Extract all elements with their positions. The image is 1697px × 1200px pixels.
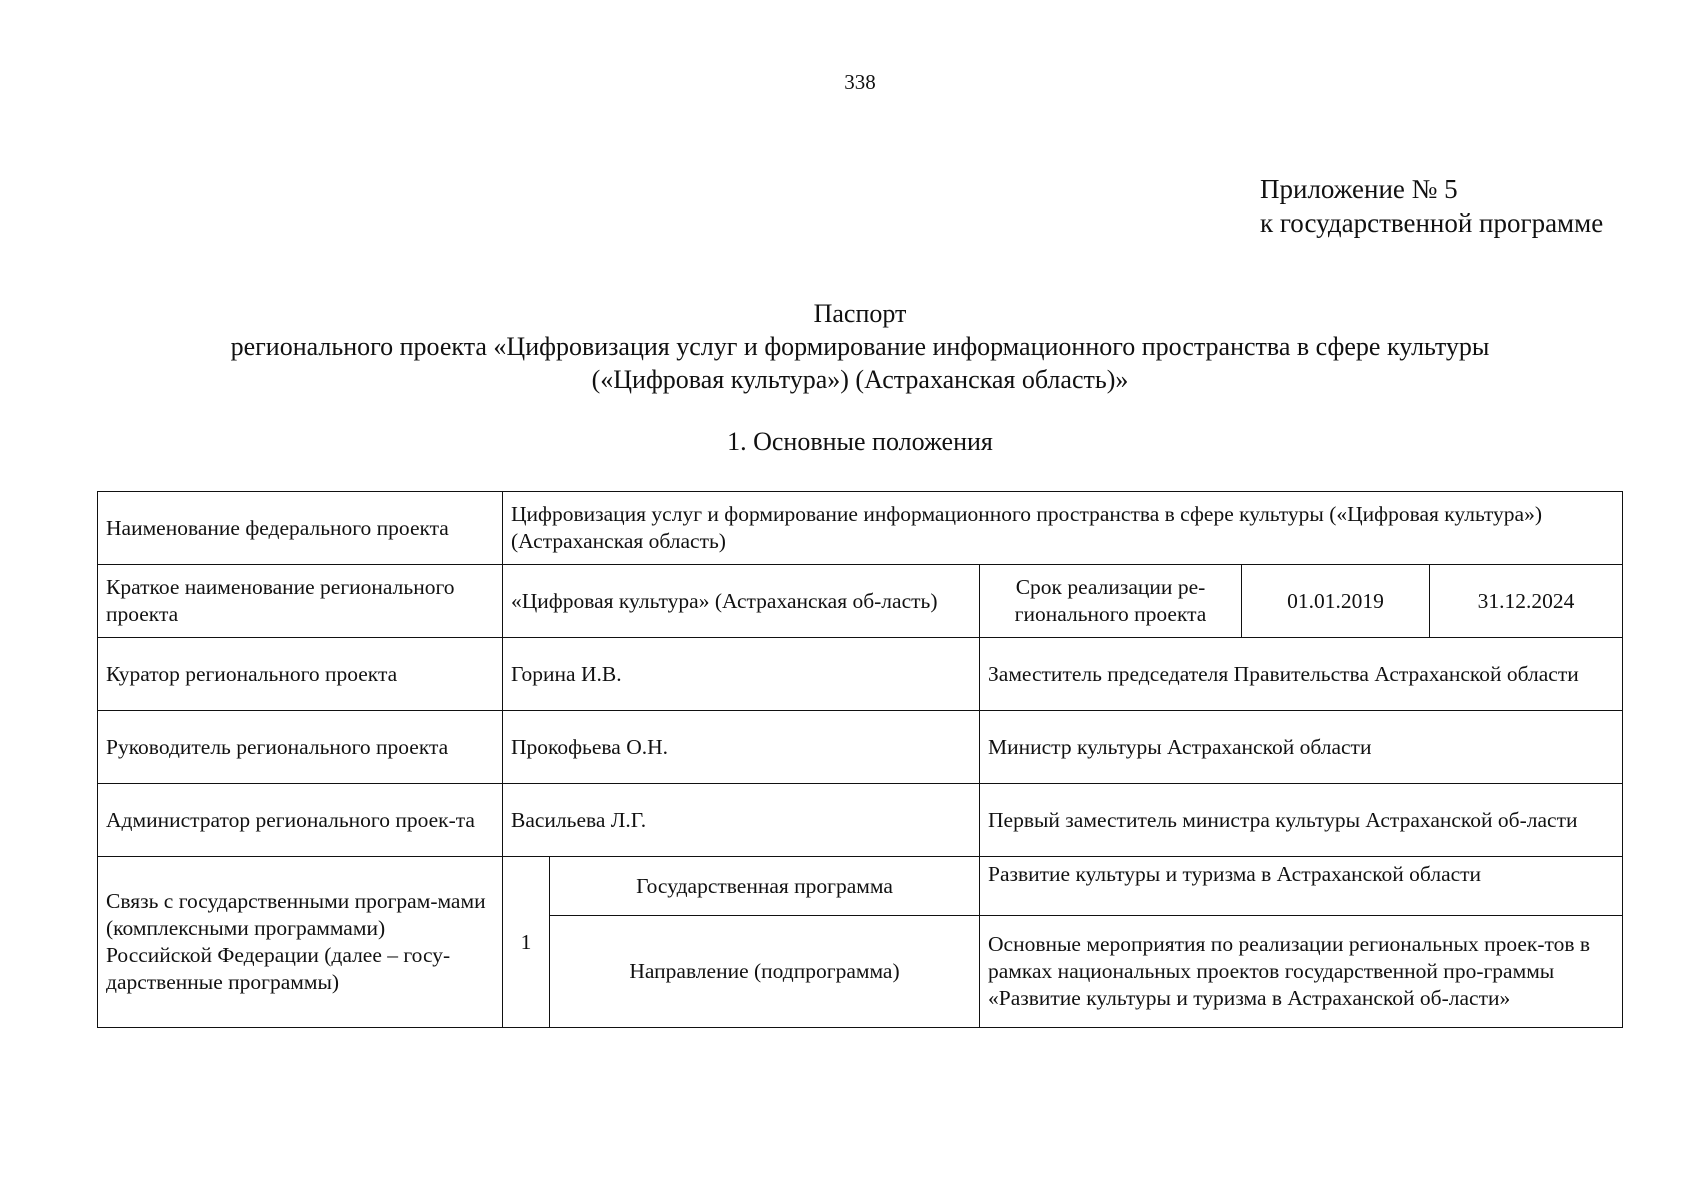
title-line-3: («Цифровая культура») (Астраханская область)» [591,365,1129,394]
curator-label: Куратор регионального проекта [98,638,503,711]
head-position: Министр культуры Астраханской области [980,711,1623,784]
head-label: Руководитель регионального проекта [98,711,503,784]
administrator-name: Васильева Л.Г. [503,784,980,857]
document-title [90,297,1630,396]
end-date: 31.12.2024 [1430,565,1623,638]
start-date: 01.01.2019 [1242,565,1430,638]
administrator-label: Администратор регионального проек-та [98,784,503,857]
period-label: Срок реализации ре-гионального проекта [980,565,1242,638]
short-name-label: Краткое наименование регионального проекта [98,565,503,638]
appendix-line-2: к государственной программе [1260,208,1604,238]
direction-value: Основные мероприятия по реализации региональных проек-тов в рамках национальных проектов государственной про-граммы «Развитие культуры и туризма в Астраханской об-ласти» [980,916,1623,1028]
page-number: 338 [844,70,876,94]
curator-name: Горина И.В. [503,638,980,711]
appendix-note [1260,172,1603,240]
table-row [98,711,1623,784]
federal-project-value: Цифровизация услуг и формирование информационного пространства в сфере культуры («Цифровая культура») (Астраханская область) [503,492,1623,565]
curator-position: Заместитель председателя Правительства Астраханской области [980,638,1623,711]
direction-label: Направление (подпрограмма) [550,916,980,1028]
programs-label: Связь с государственными програм-мами (комплексными программами) Российской Федерации (далее – госу-дарственные программы) [98,857,503,1028]
federal-project-label: Наименование федерального проекта [98,492,503,565]
table-row [98,565,1623,638]
short-name-value: «Цифровая культура» (Астраханская об-ласть) [503,565,980,638]
title-line-2: регионального проекта «Цифровизация услуг и формирование информационного пространства в сфере культуры [230,332,1490,361]
table-row [98,784,1623,857]
programs-number: 1 [503,857,550,1028]
state-program-label: Государственная программа [550,857,980,916]
head-name: Прокофьева О.Н. [503,711,980,784]
table-row [98,638,1623,711]
title-line-1: Паспорт [813,299,907,328]
table-row [98,492,1623,565]
section-title: 1. Основные положения [727,427,993,456]
appendix-line-1: Приложение № 5 [1260,174,1458,204]
administrator-position: Первый заместитель министра культуры Астраханской об-ласти [980,784,1623,857]
passport-table [97,491,1623,1028]
state-program-value: Развитие культуры и туризма в Астраханской области [980,857,1623,916]
table-row [98,857,1623,916]
